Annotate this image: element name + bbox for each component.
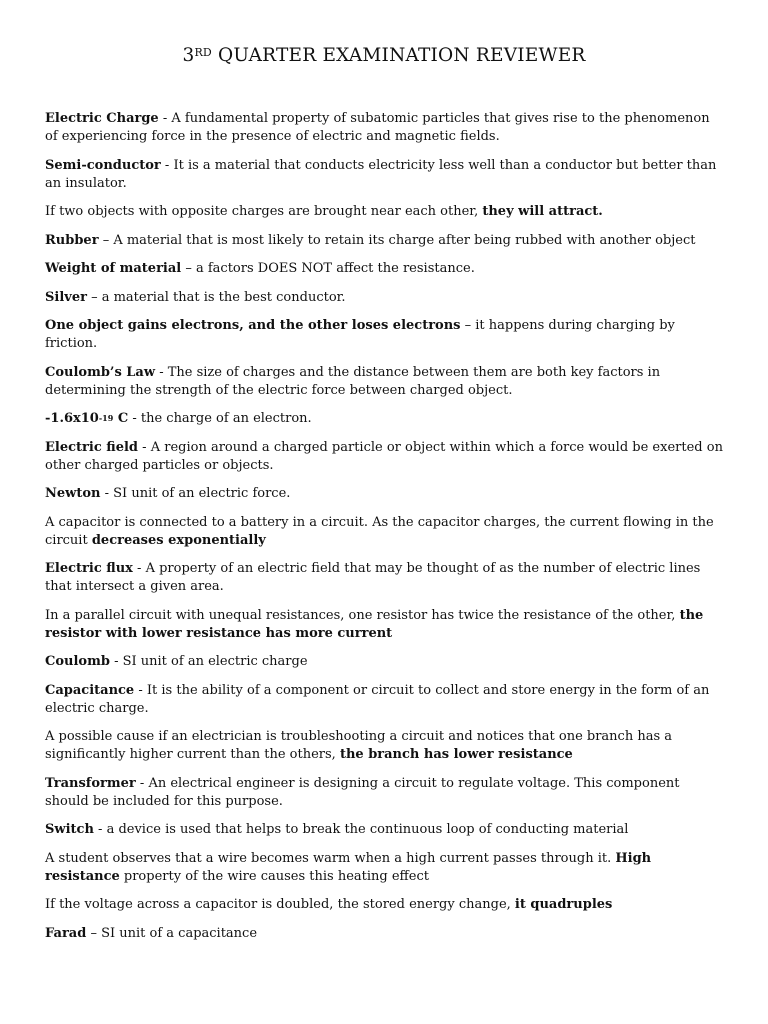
entry-text: The size of charges and the distance between them are both key factors in determining the strength of the electric force between charged object. xyxy=(45,364,661,398)
reviewer-entry xyxy=(45,364,725,400)
entry-term: Farad xyxy=(45,925,87,941)
entry-term: Weight of material xyxy=(45,261,182,276)
entry-separator: - xyxy=(128,411,141,426)
entry-answer: the branch has lower resistance xyxy=(339,747,573,762)
entry-term-suffix: C xyxy=(113,411,129,426)
entry-term xyxy=(45,411,128,426)
reviewer-entry xyxy=(45,260,725,278)
entry-term: Electric Charge xyxy=(45,111,159,126)
reviewer-entry xyxy=(45,410,725,428)
reviewer-entry xyxy=(45,775,725,811)
title-superscript: RD xyxy=(194,46,212,59)
entry-text: a factors DOES NOT affect the resistance. xyxy=(195,261,475,276)
entry-separator: – xyxy=(86,289,102,305)
entry-separator: – xyxy=(181,261,196,276)
entry-term: Transformer xyxy=(45,775,136,791)
entry-text: it happens during charging by friction. xyxy=(45,318,675,351)
entry-term: Capacitance xyxy=(45,682,135,698)
title-prefix: 3 xyxy=(182,45,195,66)
reviewer-entries xyxy=(45,110,725,953)
entry-term: Electric field xyxy=(45,439,139,455)
entry-text: A fundamental property of subatomic particles that gives rise to the phenomenon of experiencing force in the presence of electric and magnetic fields. xyxy=(45,111,710,144)
entry-term: Coulomb’s Law xyxy=(45,364,156,380)
entry-text: It is the ability of a component or circuit to collect and store energy in the form of an electric charge. xyxy=(45,682,710,716)
entry-separator: - xyxy=(158,111,172,126)
entry-text: A region around a charged particle or object within which a force would be exerted on other charged particles or objects. xyxy=(45,439,723,473)
entry-term: Electric flux xyxy=(45,561,133,576)
entry-separator: – xyxy=(460,318,476,333)
entry-text: SI unit of a capacitance xyxy=(101,925,258,941)
entry-term-prefix: -1.6x10 xyxy=(45,411,99,426)
reviewer-entry xyxy=(45,317,725,353)
entry-separator: – xyxy=(86,925,102,941)
entry-separator: - xyxy=(138,439,151,455)
reviewer-entry xyxy=(45,821,725,839)
entry-separator: - xyxy=(155,364,168,380)
entry-text: If the voltage across a capacitor is doubled, the stored energy change, xyxy=(45,897,515,912)
reviewer-entry xyxy=(45,485,725,503)
entry-separator: - xyxy=(134,682,147,698)
entry-separator: - xyxy=(135,775,149,791)
reviewer-entry xyxy=(45,157,725,193)
entry-text-after: property of the wire causes this heating effect xyxy=(119,868,429,884)
entry-text: A property of an electric field that may be thought of as the number of electric lines that intersect a given area. xyxy=(45,561,701,594)
entry-text: If two objects with opposite charges are brought near each other, xyxy=(45,204,483,219)
entry-text: the charge of an electron. xyxy=(140,411,312,426)
entry-separator: - xyxy=(109,654,123,669)
entry-text: A student observes that a wire becomes warm when a high current passes through it. xyxy=(45,850,616,866)
reviewer-entry xyxy=(45,232,725,250)
entry-term: Silver xyxy=(45,289,87,305)
entry-term-superscript: -19 xyxy=(98,413,114,423)
entry-text: A capacitor is connected to a battery in a circuit. As the capacitor charges, the current flowing in the circuit xyxy=(45,514,714,548)
entry-term: Coulomb xyxy=(45,654,110,669)
reviewer-entry xyxy=(45,728,725,764)
reviewer-entry xyxy=(45,560,725,596)
entry-text: A possible cause if an electrician is troubleshooting a circuit and notices that one branch has a significantly higher current than the others, xyxy=(45,729,673,762)
reviewer-entry xyxy=(45,110,725,146)
reviewer-entry xyxy=(45,850,725,886)
entry-separator: - xyxy=(93,822,107,837)
entry-separator: – xyxy=(98,232,114,248)
entry-text: SI unit of an electric charge xyxy=(122,654,308,669)
reviewer-entry xyxy=(45,682,725,718)
reviewer-entry xyxy=(45,896,725,914)
reviewer-entry xyxy=(45,925,725,943)
reviewer-entry xyxy=(45,289,725,307)
entry-term: Switch xyxy=(45,822,94,837)
title-rest: QUARTER EXAMINATION REVIEWER xyxy=(211,45,586,66)
entry-text: It is a material that conducts electricity less well than a conductor but better than an insulator. xyxy=(45,157,717,191)
reviewer-entry xyxy=(45,439,725,475)
entry-answer: High resistance xyxy=(45,850,652,884)
entry-text: a device is used that helps to break the continuous loop of conducting material xyxy=(106,822,629,837)
entry-text: An electrical engineer is designing a circuit to regulate voltage. This component should be included for this purpose. xyxy=(45,775,680,809)
reviewer-entry xyxy=(45,607,725,643)
entry-answer: decreases exponentially xyxy=(91,532,266,548)
entry-separator: - xyxy=(160,157,174,173)
entry-term: One object gains electrons, and the other loses electrons xyxy=(45,318,461,333)
entry-text: a material that is the best conductor. xyxy=(101,289,346,305)
entry-text: In a parallel circuit with unequal resistances, one resistor has twice the resistance of the other, xyxy=(45,607,680,623)
entry-answer: it quadruples xyxy=(514,897,613,912)
entry-term: Semi-conductor xyxy=(45,157,161,173)
entry-answer: they will attract. xyxy=(482,204,603,219)
entry-term: Newton xyxy=(45,486,101,501)
reviewer-entry xyxy=(45,653,725,671)
entry-separator: - xyxy=(132,561,146,576)
entry-term: Rubber xyxy=(45,232,99,248)
entry-text: SI unit of an electric force. xyxy=(113,486,291,501)
entry-text: A material that is most likely to retain its charge after being rubbed with another object xyxy=(113,232,696,248)
page-title xyxy=(0,45,768,66)
entry-answer: the resistor with lower resistance has more current xyxy=(45,607,704,641)
entry-separator: - xyxy=(100,486,114,501)
reviewer-entry xyxy=(45,203,725,221)
reviewer-entry xyxy=(45,514,725,550)
